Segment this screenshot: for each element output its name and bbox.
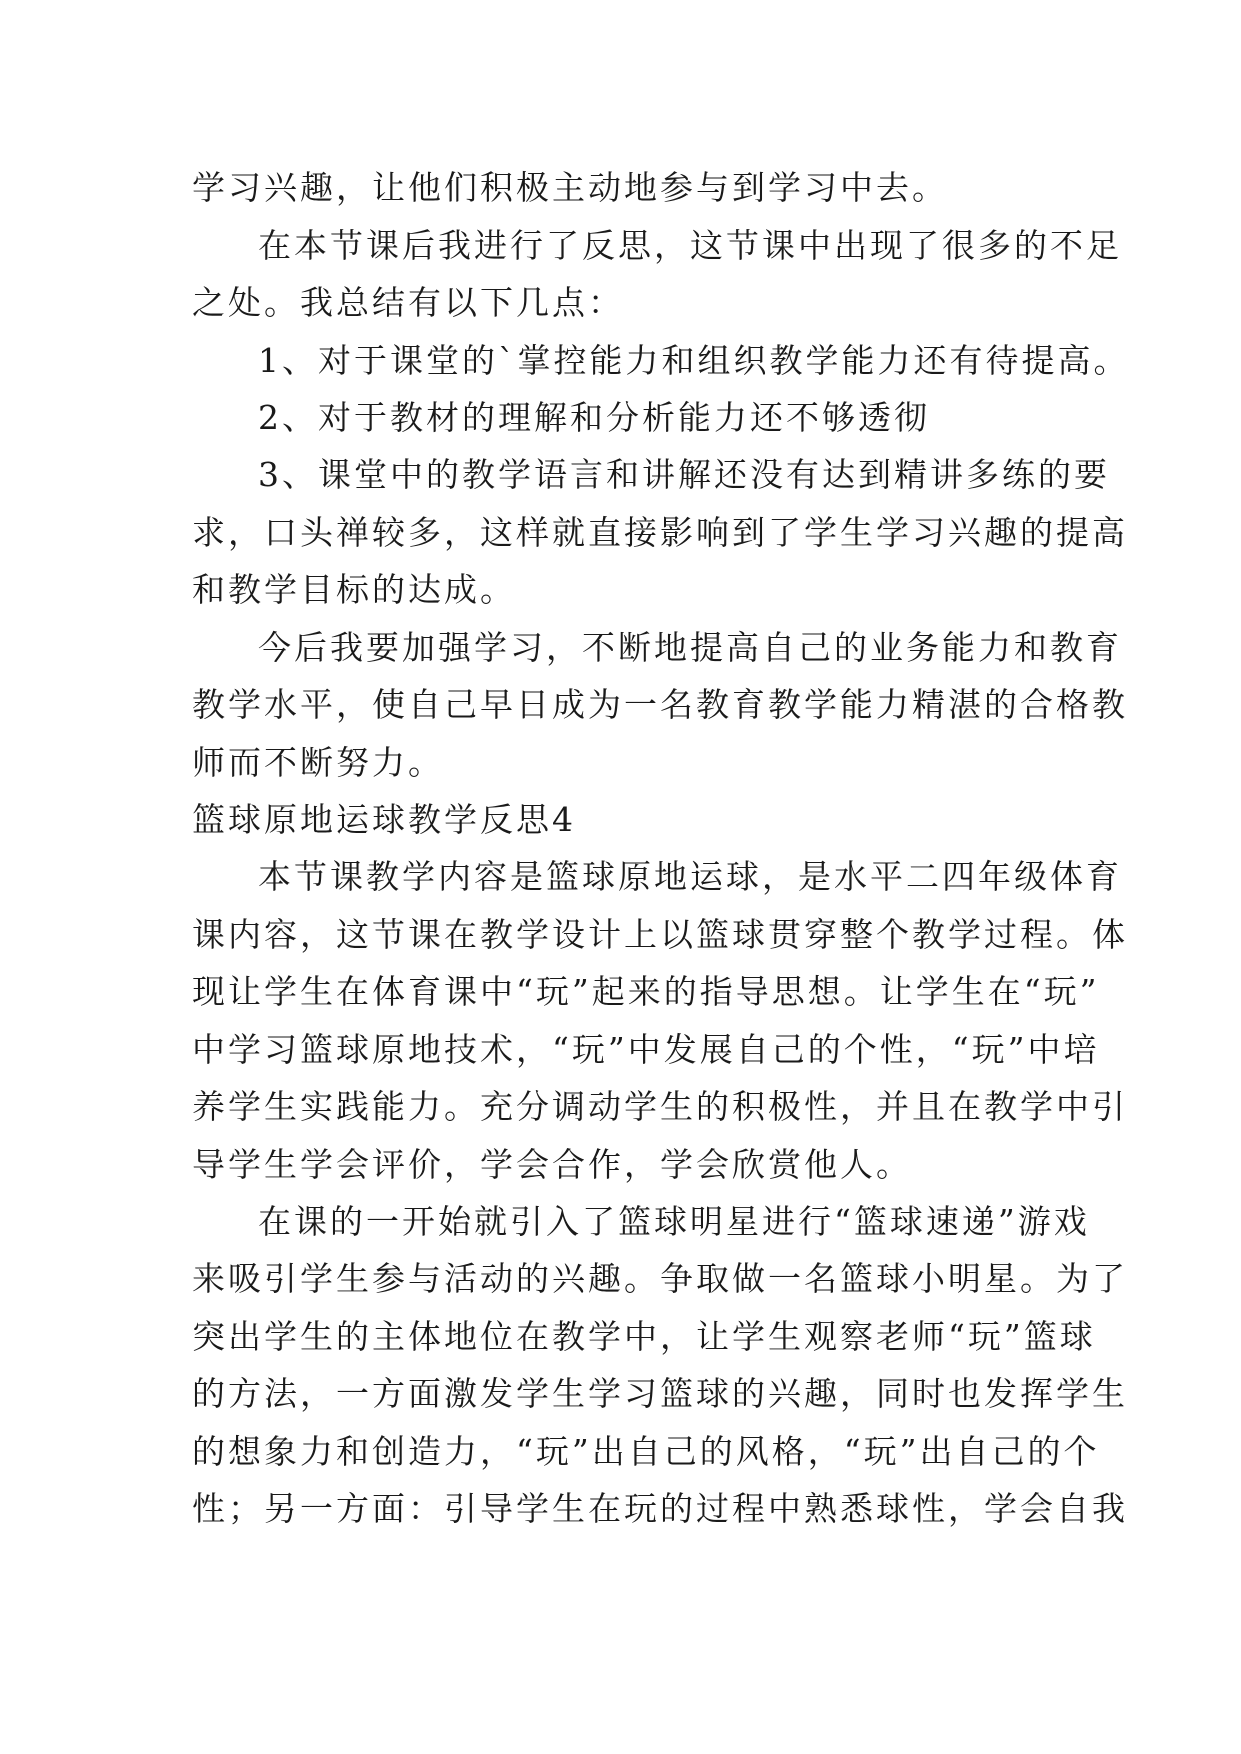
text-line: 课内容，这节课在教学设计上以篮球贯穿整个教学过程。体 — [192, 915, 1128, 954]
section-heading: 篮球原地运球教学反思4 — [192, 800, 576, 839]
text-line: 突出学生的主体地位在教学中，让学生观察老师“玩”篮球 — [192, 1317, 1096, 1356]
text-line: 性；另一方面：引导学生在玩的过程中熟悉球性，学会自我 — [192, 1489, 1128, 1528]
text-line: 之处。我总结有以下几点： — [192, 283, 624, 322]
text-line: 在本节课后我进行了反思，这节课中出现了很多的不足 — [258, 226, 1122, 265]
text-line: 来吸引学生参与活动的兴趣。争取做一名篮球小明星。为了 — [192, 1259, 1128, 1298]
list-item: 2、对于教材的理解和分析能力还不够透彻 — [258, 398, 930, 437]
text-line: 师而不断努力。 — [192, 743, 444, 782]
list-item: 1、对于课堂的`掌控能力和组织教学能力还有待提高。 — [258, 341, 1130, 380]
text-line: 在课的一开始就引入了篮球明星进行“篮球速递”游戏 — [258, 1202, 1090, 1241]
text-line: 和教学目标的达成。 — [192, 570, 516, 609]
text-line: 的想象力和创造力，“玩”出自己的风格，“玩”出自己的个 — [192, 1432, 1100, 1471]
text-line: 学习兴趣，让他们积极主动地参与到学习中去。 — [192, 168, 948, 207]
text-line: 本节课教学内容是篮球原地运球，是水平二四年级体育 — [258, 857, 1122, 896]
text-line: 现让学生在体育课中“玩”起来的指导思想。让学生在“玩” — [192, 972, 1100, 1011]
text-line: 中学习篮球原地技术，“玩”中发展自己的个性，“玩”中培 — [192, 1030, 1100, 1069]
text-line: 求，口头禅较多，这样就直接影响到了学生学习兴趣的提高 — [192, 513, 1128, 552]
text-line: 的方法，一方面激发学生学习篮球的兴趣，同时也发挥学生 — [192, 1374, 1128, 1413]
text-line: 养学生实践能力。充分调动学生的积极性，并且在教学中引 — [192, 1087, 1128, 1126]
text-line: 今后我要加强学习，不断地提高自己的业务能力和教育 — [258, 628, 1122, 667]
text-line: 教学水平，使自己早日成为一名教育教学能力精湛的合格教 — [192, 685, 1128, 724]
list-item: 3、课堂中的教学语言和讲解还没有达到精讲多练的要 — [258, 455, 1110, 494]
text-line: 导学生学会评价，学会合作，学会欣赏他人。 — [192, 1145, 912, 1184]
